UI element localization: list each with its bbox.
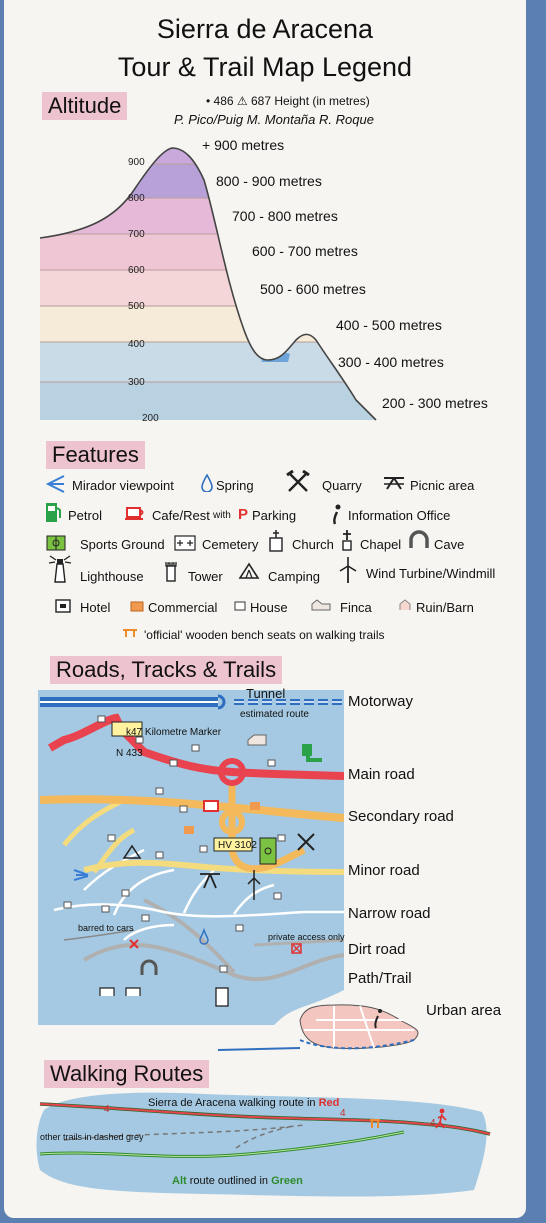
parking-icon: P xyxy=(238,506,249,523)
parking-label: Parking xyxy=(252,508,297,523)
mirador-label: Mirador viewpoint xyxy=(72,478,174,493)
k47-label: k47 Kilometre Marker xyxy=(126,727,222,738)
cave-label: Cave xyxy=(434,537,465,552)
finca-label: Finca xyxy=(340,600,372,615)
axis-900: 900 xyxy=(128,157,145,168)
info-label: Information Office xyxy=(348,508,451,523)
band-400-500: 400 - 500 metres xyxy=(336,317,442,333)
quarry-label: Quarry xyxy=(322,478,362,493)
estimated-route-label: estimated route xyxy=(240,709,309,720)
main-road-label: Main road xyxy=(348,766,415,783)
legend-card xyxy=(4,0,526,1218)
alt-route-text: Alt route outlined in Green xyxy=(172,1175,303,1187)
hotel-label: Hotel xyxy=(80,600,111,615)
commercial-label: Commercial xyxy=(148,600,218,615)
band-600-700: 600 - 700 metres xyxy=(252,243,358,259)
minor-road-label: Minor road xyxy=(348,862,420,879)
band-200-300: 200 - 300 metres xyxy=(382,395,488,411)
height-example: • 486 ⚠ 687 Height (in metres) xyxy=(206,94,370,108)
walking-map xyxy=(4,0,526,1218)
sports-label: Sports Ground xyxy=(80,537,165,552)
axis-200: 200 xyxy=(142,413,159,424)
tunnel-label: Tunnel xyxy=(246,686,286,701)
n433-shield: N 433 xyxy=(116,748,143,759)
band-900plus: + 900 metres xyxy=(202,137,285,153)
axis-700: 700 xyxy=(128,229,145,240)
axis-400: 400 xyxy=(128,339,145,350)
with-label: with xyxy=(213,510,231,521)
cafe-label: Cafe/Rest xyxy=(152,508,210,523)
hv3102-shield: HV 3102 xyxy=(218,840,257,851)
axis-800: 800 xyxy=(128,193,145,204)
axis-600: 600 xyxy=(128,265,145,276)
walking-header: Walking Routes xyxy=(44,1060,209,1088)
tower-label: Tower xyxy=(188,569,223,584)
chapel-label: Chapel xyxy=(360,537,402,552)
axis-300: 300 xyxy=(128,377,145,388)
ruin-label: Ruin/Barn xyxy=(416,600,474,615)
red-route-text: Sierra de Aracena walking route in Red xyxy=(148,1097,340,1109)
legend-title-line2: Tour & Trail Map Legend xyxy=(117,52,413,82)
urban-area-label: Urban area xyxy=(426,1002,502,1019)
lighthouse-label: Lighthouse xyxy=(80,569,144,584)
features-header: Features xyxy=(46,441,145,469)
barred-label: barred to cars xyxy=(78,923,134,933)
legend-title-line1: Sierra de Aracena xyxy=(156,14,374,44)
route-num-2: 4 xyxy=(340,1108,346,1119)
spring-label: Spring xyxy=(216,478,254,493)
narrow-road-label: Narrow road xyxy=(348,905,431,922)
altitude-abbrev: P. Pico/Puig M. Montaña R. Roque xyxy=(174,112,374,127)
roads-header: Roads, Tracks & Trails xyxy=(50,656,282,684)
dirt-road-label: Dirt road xyxy=(348,941,406,958)
picnic-label: Picnic area xyxy=(410,478,475,493)
secondary-road-label: Secondary road xyxy=(348,808,454,825)
path-trail-label: Path/Trail xyxy=(348,970,412,987)
petrol-label: Petrol xyxy=(68,508,102,523)
band-500-600: 500 - 600 metres xyxy=(260,281,366,297)
dashed-route-text: other trails in dashed grey xyxy=(40,1132,144,1142)
house-label: House xyxy=(250,600,288,615)
bench-label: 'official' wooden bench seats on walking trails xyxy=(144,628,385,642)
church-label: Church xyxy=(292,537,334,552)
route-num-3: 4 xyxy=(430,1118,436,1129)
band-300-400: 300 - 400 metres xyxy=(338,354,444,370)
route-num-1: 4 xyxy=(104,1104,110,1115)
camping-label: Camping xyxy=(268,569,321,584)
altitude-header: Altitude xyxy=(42,92,127,120)
band-800-900: 800 - 900 metres xyxy=(216,173,322,189)
wind-label: Wind Turbine/Windmill xyxy=(366,566,496,581)
band-700-800: 700 - 800 metres xyxy=(232,208,338,224)
axis-500: 500 xyxy=(128,301,145,312)
private-label: private access only xyxy=(268,932,345,942)
cemetery-label: Cemetery xyxy=(202,537,259,552)
motorway-label: Motorway xyxy=(348,693,414,710)
